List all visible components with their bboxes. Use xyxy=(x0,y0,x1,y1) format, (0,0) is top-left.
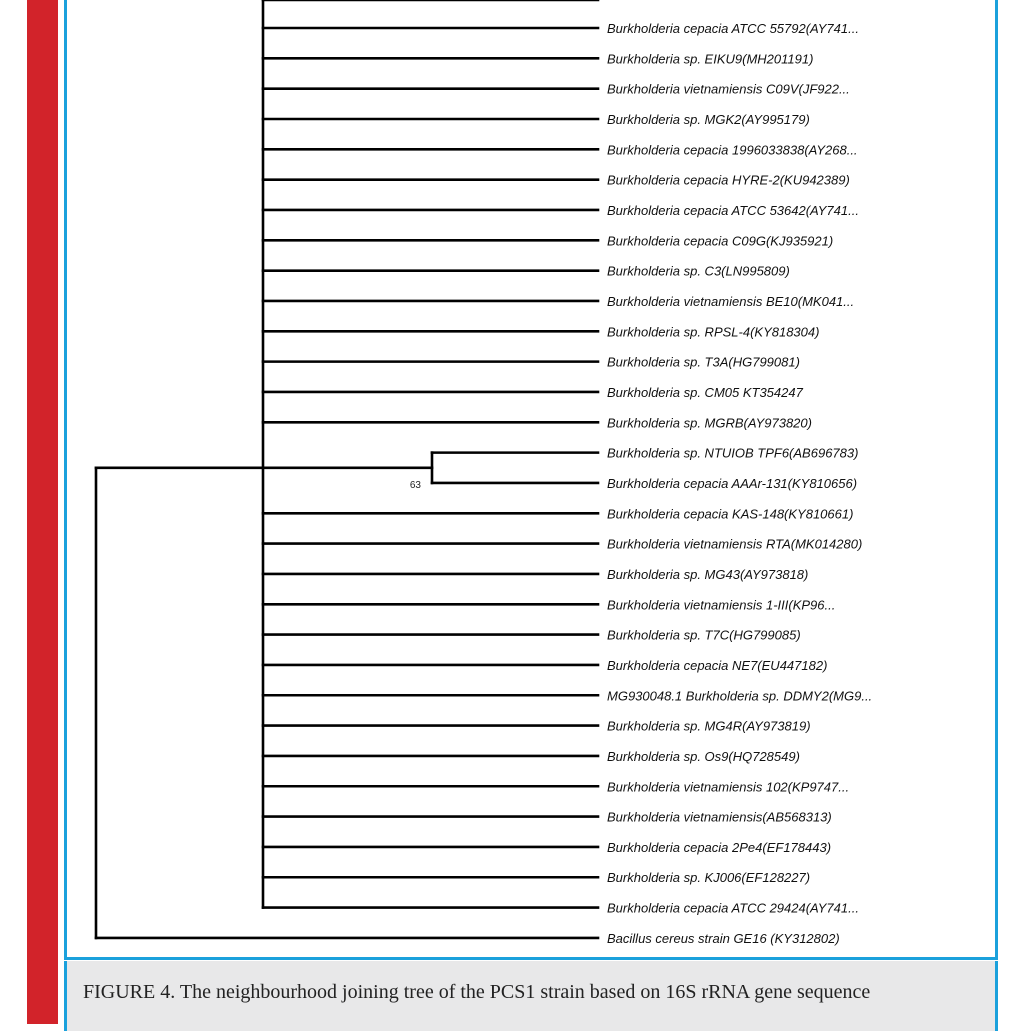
leaf-label-13: Burkholderia sp. MGRB(AY973820) xyxy=(607,415,812,431)
outgroup-label: Bacillus cereus strain GE16 (KY312802) xyxy=(607,930,840,946)
leaf-label-28: Burkholderia sp. KJ006(EF128227) xyxy=(607,870,811,886)
leaf-label-7: Burkholderia cepacia C09G(KJ935921) xyxy=(607,233,834,249)
leaf-label-15: Burkholderia cepacia AAAr-131(KY810656) xyxy=(607,475,858,491)
leaf-label-0: Burkholderia cepacia ATCC 55792(AY741... xyxy=(607,21,859,36)
leaf-label-19: Burkholderia vietnamiensis 1-III(KP96... xyxy=(607,597,836,613)
leaf-label-4: Burkholderia cepacia 1996033838(AY268... xyxy=(607,142,858,158)
leaf-label-21: Burkholderia cepacia NE7(EU447182) xyxy=(607,657,828,673)
leaf-label-27: Burkholderia cepacia 2Pe4(EF178443) xyxy=(607,839,832,855)
leaf-label-26: Burkholderia vietnamiensis(AB568313) xyxy=(607,809,832,825)
leaf-label-29: Burkholderia cepacia ATCC 29424(AY741... xyxy=(607,900,859,916)
leaf-label-8: Burkholderia sp. C3(LN995809) xyxy=(607,263,790,279)
leaf-label-1: Burkholderia sp. EIKU9(MH201191) xyxy=(607,51,814,67)
leaf-label-top-partial xyxy=(607,0,641,1)
leaf-label-9: Burkholderia vietnamiensis BE10(MK041... xyxy=(607,293,855,309)
leaf-label-20: Burkholderia sp. T7C(HG799085) xyxy=(607,627,801,643)
leaf-label-17: Burkholderia vietnamiensis RTA(MK014280) xyxy=(607,536,863,552)
leaf-label-12: Burkholderia sp. CM05 KT354247 xyxy=(607,384,803,400)
leaf-label-10: Burkholderia sp. RPSL-4(KY818304) xyxy=(607,324,820,340)
leaf-label-5: Burkholderia cepacia HYRE-2(KU942389) xyxy=(607,172,850,188)
bootstrap-label: 63 xyxy=(409,479,421,491)
figure-caption: FIGURE 4. The neighbourhood joining tree of the PCS1 strain based on 16S rRNA gene sequence xyxy=(83,981,871,1003)
caption-box xyxy=(64,961,998,1031)
leaf-label-18: Burkholderia sp. MG43(AY973818) xyxy=(607,566,809,582)
leaf-label-11: Burkholderia sp. T3A(HG799081) xyxy=(607,354,800,370)
leaf-label-14: Burkholderia sp. NTUIOB TPF6(AB696783) xyxy=(607,445,859,461)
leaf-label-22: MG930048.1 Burkholderia sp. DDMY2(MG9... xyxy=(607,688,873,704)
leaf-label-16: Burkholderia cepacia KAS-148(KY810661) xyxy=(607,506,854,522)
leaf-label-2: Burkholderia vietnamiensis C09V(JF922... xyxy=(607,81,850,97)
leaf-label-24: Burkholderia sp. Os9(HQ728549) xyxy=(607,748,800,764)
leaf-label-6: Burkholderia cepacia ATCC 53642(AY741... xyxy=(607,202,859,218)
leaf-label-25: Burkholderia vietnamiensis 102(KP9747... xyxy=(607,779,850,795)
leaf-label-3: Burkholderia sp. MGK2(AY995179) xyxy=(607,111,810,127)
leaf-label-23: Burkholderia sp. MG4R(AY973819) xyxy=(607,718,811,734)
